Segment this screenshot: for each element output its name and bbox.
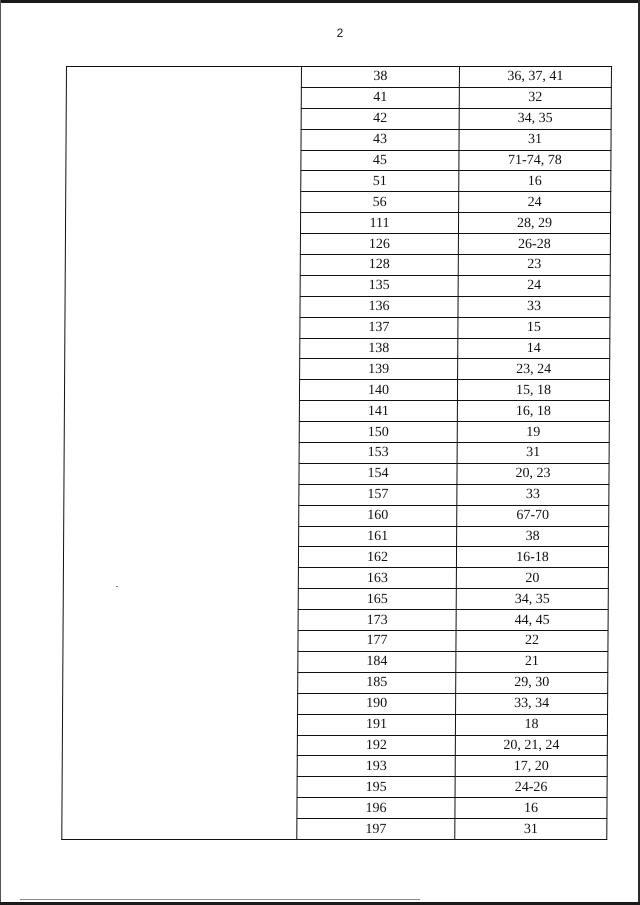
page-reference-cell: 32 [459,87,611,108]
page-reference-cell: 38 [457,526,609,547]
article-number-cell: 128 [300,255,458,276]
article-number-cell: 141 [299,401,457,422]
page-number: 2 [336,26,344,40]
article-number-cell: 193 [297,756,455,777]
article-number-cell: 185 [298,672,456,693]
article-number-cell: 38 [301,67,459,88]
article-number-cell: 150 [299,422,457,443]
page-reference-cell: 34, 35 [459,108,611,129]
article-number-cell: 197 [297,819,455,840]
page-reference-cell: 20, 21, 24 [455,735,607,756]
article-number-cell: 135 [300,275,458,296]
article-number-cell: 56 [301,192,459,213]
article-number-cell: 191 [297,714,455,735]
article-number-cell: 192 [297,735,455,756]
article-number-cell: 111 [300,213,458,234]
scan-border-top [0,0,640,3]
article-number-cell: 161 [299,526,457,547]
page-reference-cell: 15, 18 [457,380,609,401]
article-number-cell: 138 [300,338,458,359]
article-number-cell: 163 [298,568,456,589]
page-reference-cell: 36, 37, 41 [459,67,611,88]
page-reference-cell: 22 [456,631,608,652]
article-number-cell: 136 [300,296,458,317]
page-reference-cell: 31 [455,819,607,840]
article-number-cell: 162 [298,547,456,568]
article-number-cell: 177 [298,631,456,652]
page-reference-cell: 31 [459,129,611,150]
article-number-cell: 173 [298,610,456,631]
article-number-cell: 126 [300,234,458,255]
article-number-cell: 195 [297,777,455,798]
page-reference-cell: 16 [459,171,611,192]
page-reference-cell: 17, 20 [455,756,607,777]
article-number-cell: 140 [299,380,457,401]
article-number-cell: 51 [301,171,459,192]
page-reference-cell: 33 [458,296,610,317]
article-number-cell: 42 [301,108,459,129]
page-reference-cell: 24-26 [455,777,607,798]
article-number-cell: 157 [299,484,457,505]
page-reference-cell: 14 [458,338,610,359]
article-number-cell: 41 [301,87,459,108]
page-reference-cell: 33 [457,484,609,505]
page-reference-cell: 16, 18 [457,401,609,422]
page-reference-cell: 67-70 [457,505,609,526]
page-reference-cell: 26-28 [458,234,610,255]
reference-table-body [62,67,612,840]
reference-table [61,66,612,840]
page-reference-cell: 20, 23 [457,463,609,484]
article-number-cell: 196 [297,798,455,819]
empty-left-column-cell [62,67,302,840]
article-number-cell: 137 [300,317,458,338]
page-reference-cell: 34, 35 [456,589,608,610]
page-reference-cell: 71-74, 78 [459,150,611,171]
scan-shadow-line [20,899,420,900]
article-number-cell: 139 [300,359,458,380]
article-number-cell: 153 [299,443,457,464]
article-number-cell: 160 [299,505,457,526]
page-reference-cell: 23 [458,255,610,276]
article-number-cell: 45 [301,150,459,171]
article-number-cell: 154 [299,463,457,484]
page-reference-cell: 31 [457,443,609,464]
page-reference-cell: 24 [458,275,610,296]
table-row [66,67,611,88]
page-reference-cell: 33, 34 [456,693,608,714]
page-reference-cell: 15 [458,317,610,338]
page-reference-cell: 20 [456,568,608,589]
page-reference-cell: 19 [457,422,609,443]
page-reference-cell: 44, 45 [456,610,608,631]
article-number-cell: 190 [298,693,456,714]
page-reference-cell: 16 [455,798,607,819]
scan-border-left [0,0,1,905]
article-number-cell: 43 [301,129,459,150]
page-reference-cell: 21 [456,651,608,672]
article-number-cell: 184 [298,651,456,672]
article-number-cell: 165 [298,589,456,610]
page-reference-cell: 29, 30 [456,672,608,693]
scan-speck [116,586,118,587]
page-reference-cell: 24 [459,192,611,213]
page-reference-cell: 16-18 [456,547,608,568]
page-reference-cell: 23, 24 [458,359,610,380]
page-reference-cell: 28, 29 [458,213,610,234]
page-reference-cell: 18 [455,714,607,735]
